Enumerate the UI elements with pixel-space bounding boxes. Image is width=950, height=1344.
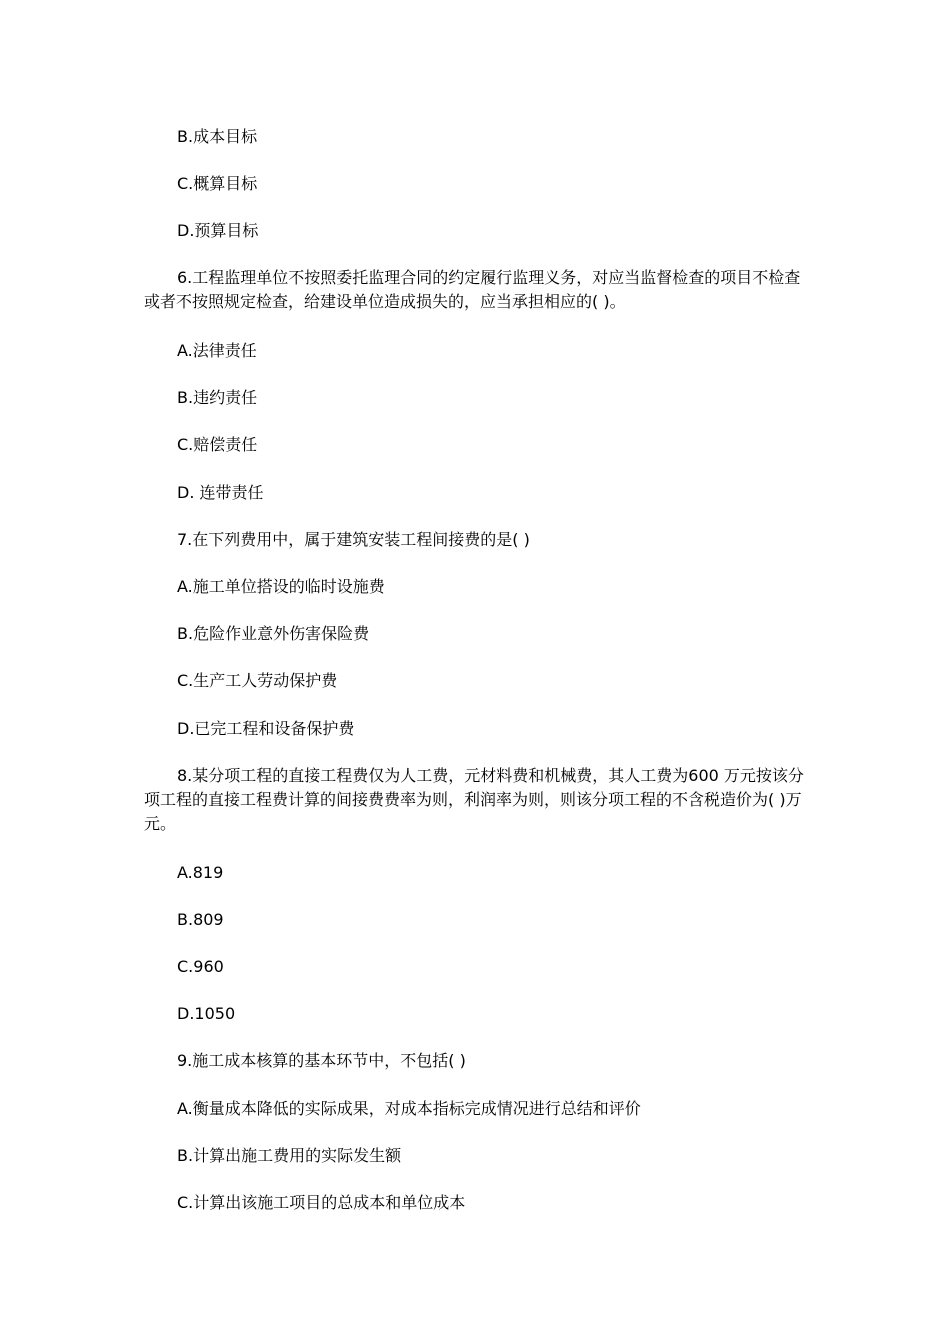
option-8c: C.960: [177, 957, 224, 976]
option-7a: A.施工单位搭设的临时设施费: [177, 577, 385, 596]
option-6a: A.法律责任: [177, 341, 257, 360]
option-8b: B.809: [177, 910, 224, 929]
option-7d: D.已完工程和设备保护费: [177, 719, 355, 738]
question-6: 6.工程监理单位不按照委托监理合同的约定履行监理义务，对应当监督检查的项目不检查或者不按照规定检查，给建设单位造成损失的，应当承担相应的( )。: [144, 268, 801, 311]
option-6c: C.赔偿责任: [177, 435, 258, 454]
option-7c: C.生产工人劳动保护费: [177, 671, 338, 690]
option-5b: B.成本目标: [177, 127, 258, 146]
option-5c: C.概算目标: [177, 174, 258, 193]
option-8a: A.819: [177, 863, 224, 882]
option-6d: D. 连带责任: [177, 483, 264, 502]
option-6b: B.违约责任: [177, 388, 258, 407]
option-7b: B.危险作业意外伤害保险费: [177, 624, 370, 643]
option-9c: C.计算出该施工项目的总成本和单位成本: [177, 1193, 466, 1212]
option-8d: D.1050: [177, 1004, 236, 1023]
question-7: 7.在下列费用中，属于建筑安装工程间接费的是( ): [177, 530, 530, 549]
question-9: 9.施工成本核算的基本环节中，不包括( ): [177, 1051, 466, 1070]
option-9a: A.衡量成本降低的实际成果，对成本指标完成情况进行总结和评价: [177, 1099, 641, 1118]
option-5d: D.预算目标: [177, 221, 259, 240]
option-9b: B.计算出施工费用的实际发生额: [177, 1146, 402, 1165]
question-8: 8.某分项工程的直接工程费仅为人工费，元材料费和机械费，其人工费为600 万元按该分项工程的直接工程费计算的间接费费率为则，利润率为则，则该分项工程的不含税造价为( )万元。: [144, 766, 804, 833]
